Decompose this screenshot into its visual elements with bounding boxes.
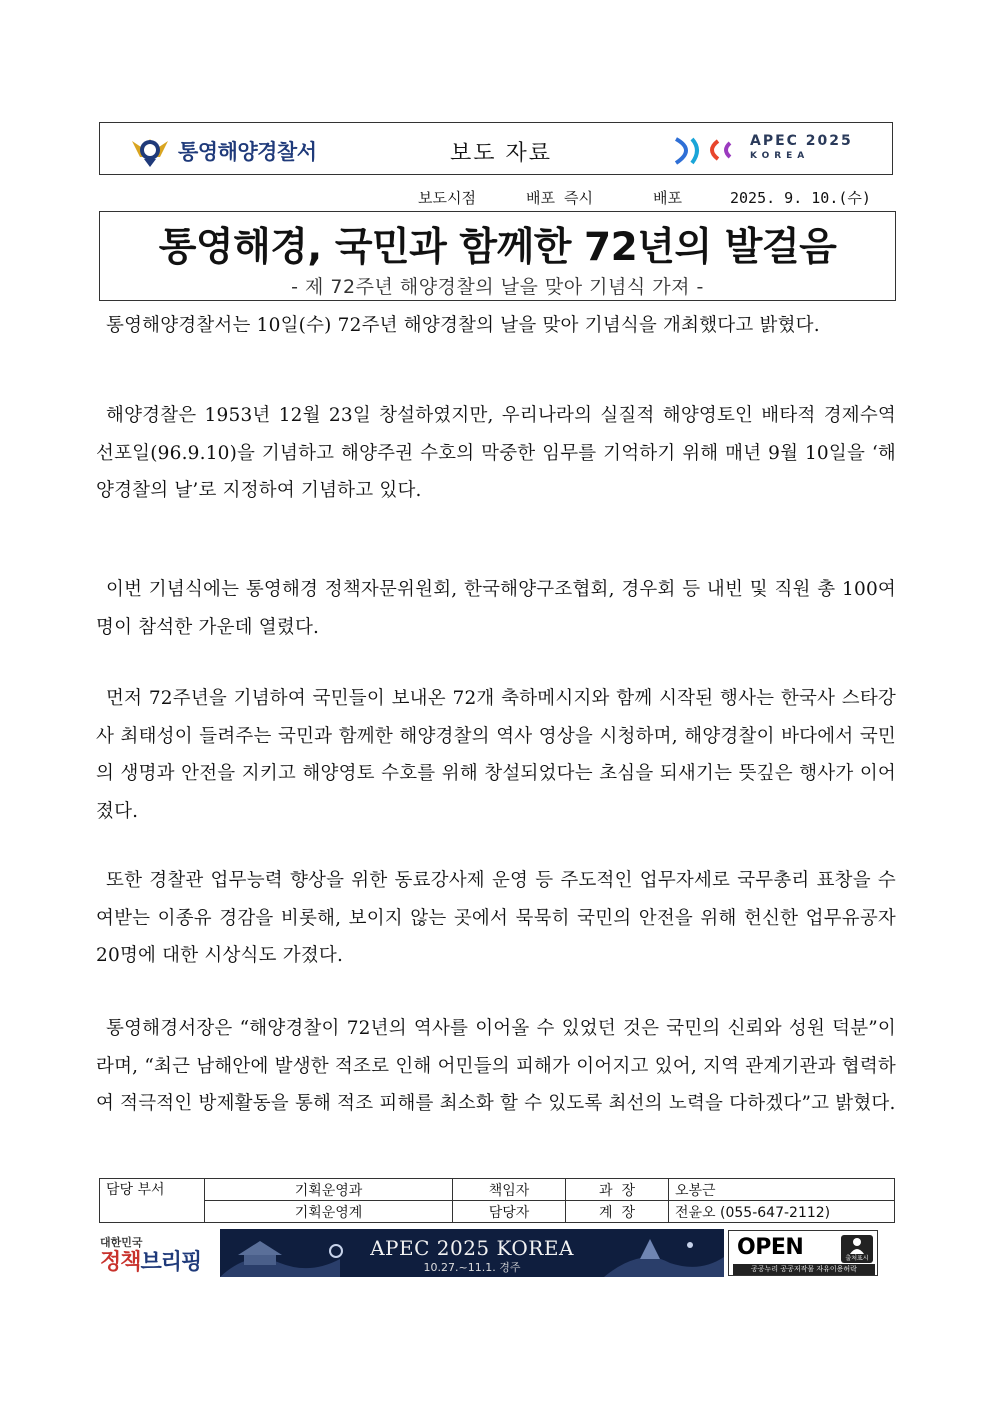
dept-name: 기획운영과 <box>205 1179 453 1201</box>
body-paragraph: 해양경찰은 1953년 12월 23일 창설하였지만, 우리나라의 실질적 해양영토인 배타적 경제수역 선포일(96.9.10)을 기념하고 해양주권 수호의 막중한 임무를 기억하기 위해 매년 9월 10일을 ‘해양경찰의 날’로 지정하여 기념하고 있다. <box>96 405 896 501</box>
person-contact: 전윤오 (055-647-2112) <box>669 1201 895 1223</box>
coast-guard-emblem-icon <box>130 131 170 169</box>
release-date-value: 2025. 9. 10.(수) <box>730 189 871 207</box>
main-title: 통영해경, 국민과 함께한 72년의 발걸음 <box>158 225 837 270</box>
release-time-label: 보도시점 <box>418 189 476 207</box>
body-paragraph: 또한 경찰관 업무능력 향상을 위한 동료강사제 운영 등 주도적인 업무자세로 국무총리 표창을 수여받는 이종유 경감을 비롯해, 보이지 않는 곳에서 묵묵히 국민의 안전을 위해 헌신한 업무유공자 20명에 대한 시상식도 가졌다. <box>96 870 896 966</box>
sub-title: - 제 72주년 해양경찰의 날을 맞아 기념식 가져 - <box>291 276 704 298</box>
header-box <box>99 122 893 175</box>
apec-swirl-icon <box>670 131 750 169</box>
brand-big-text <box>100 1250 201 1276</box>
brand-small-text: 대한민국 <box>100 1236 143 1249</box>
apec-title: APEC 2025 <box>750 133 853 149</box>
apec-subtitle: KOREA <box>750 151 810 161</box>
person-name: 오봉근 <box>669 1179 895 1201</box>
release-date-label: 배포 <box>653 189 682 207</box>
org-name: 통영해양경찰서 <box>178 140 317 164</box>
brand-part-2: 브리핑 <box>140 1250 202 1275</box>
open-license-badge <box>728 1230 878 1276</box>
release-time-value: 배포 즉시 <box>526 189 593 207</box>
contact-row <box>100 1179 895 1201</box>
doc-type-label: 보도 자료 <box>450 141 553 166</box>
policy-briefing-logo <box>100 1234 201 1276</box>
attribution-icon <box>841 1235 873 1263</box>
attribution-label: 출처표시 <box>845 1255 869 1262</box>
body-paragraph: 통영해양경찰서는 10일(수) 72주년 해양경찰의 날을 맞아 기념식을 개최했다고 밝혔다. <box>106 315 820 336</box>
title-box <box>99 211 896 301</box>
role-title: 과 장 <box>566 1179 669 1201</box>
role-title: 계 장 <box>566 1201 669 1223</box>
dept-label: 담당 부서 <box>100 1179 205 1223</box>
banner-date: 10.27.~11.1. 경주 <box>423 1261 521 1274</box>
body-paragraph: 이번 기념식에는 통영해경 정책자문위원회, 한국해양구조협회, 경우회 등 내빈 및 직원 총 100여명이 참석한 가운데 열렸다. <box>96 579 896 638</box>
open-text: OPEN <box>737 1235 804 1260</box>
responsible-label: 책임자 <box>453 1179 566 1201</box>
banner-title: APEC 2025 KOREA <box>370 1236 574 1260</box>
open-caption: 공공누리 공공저작물 자유이용허락 <box>733 1264 875 1275</box>
team-name: 기획운영계 <box>205 1201 453 1223</box>
body-paragraph: 먼저 72주년을 기념하여 국민들이 보내온 72개 축하메시지와 함께 시작된 행사는 한국사 스타강사 최태성이 들려주는 국민과 함께한 해양경찰의 역사 영상을 시청하며, 해양경찰이 바다에서 국민의 생명과 안전을 지키고 해양영토 수호를 위해 창설되었다는 초심을 되새기는 뜻깊은 행사가 이어졌다. <box>96 688 896 822</box>
contact-table <box>99 1178 895 1223</box>
body-paragraph: 통영해경서장은 “해양경찰이 72년의 역사를 이어올 수 있었던 것은 국민의 신뢰와 성원 덕분”이라며, “최근 남해안에 발생한 적조로 인해 어민들의 피해가 이어지고 있어, 지역 관계기관과 협력하여 적극적인 방제활동을 통해 적조 피해를 최소화 할 수 있도록 최선의 노력을 다하겠다”고 밝혔다. <box>96 1018 896 1114</box>
staff-label: 담당자 <box>453 1201 566 1223</box>
brand-part-1: 정책 <box>100 1250 141 1275</box>
contact-row <box>100 1201 895 1223</box>
apec-banner <box>220 1229 724 1277</box>
